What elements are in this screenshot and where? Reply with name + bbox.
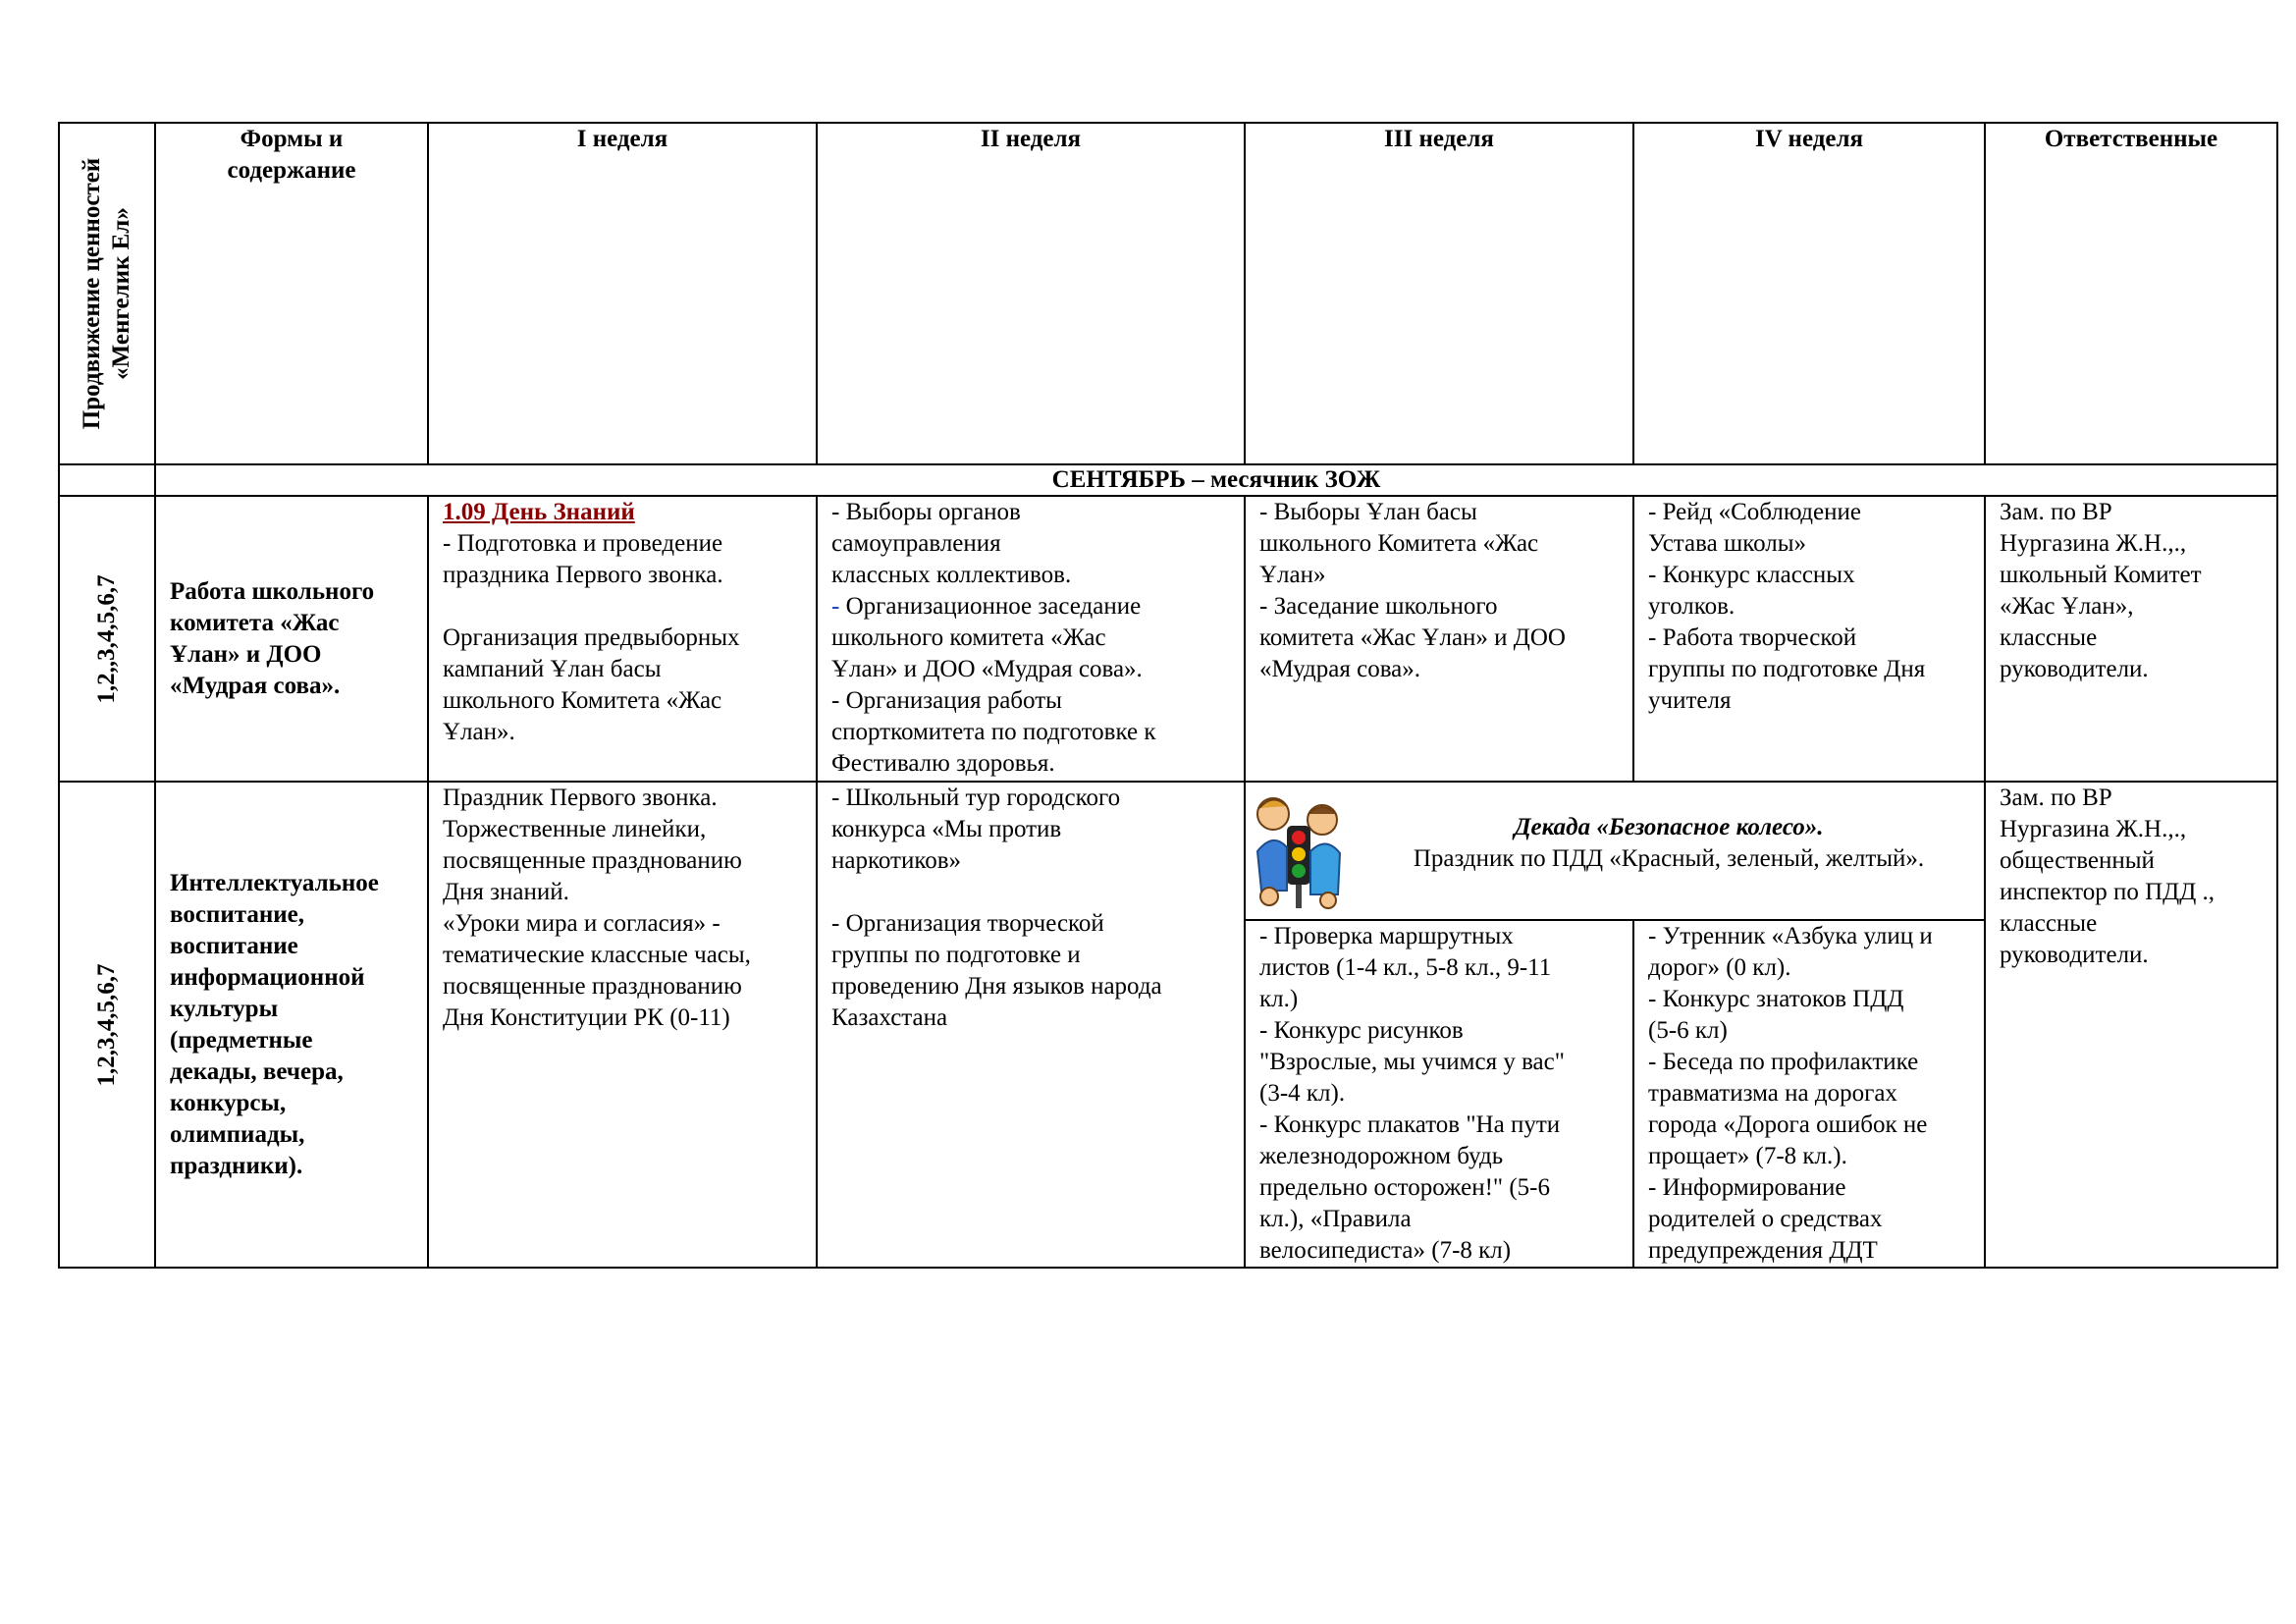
responsible-cell: Зам. по ВР Нургазина Ж.Н.,., общественный инспектор по ПДД ., классные руководители. [1985, 782, 2277, 1268]
table-row [59, 782, 2277, 1268]
traffic-light-clipart-icon [1254, 792, 1342, 912]
plan-table [58, 122, 2278, 1269]
decade-banner [1246, 783, 1984, 921]
week1-cell: Праздник Первого звонка. Торжественные линейки, посвященные празднованию Дня знаний. «Уроки мира и согласия» - тематические классные часы, посвященные празднованию Дня Конституции РК (0-11) [428, 782, 817, 1268]
week3-cell: - Выборы Ұлан басы школьного Комитета «Жас Ұлан» - Заседание школьного комитета «Жас Ұлан» и ДОО «Мудрая сова». [1245, 496, 1633, 782]
week1-header: I неделя [428, 123, 817, 464]
decade-subtitle: Праздник по ПДД «Красный, зеленый, желтый». [1413, 845, 1925, 872]
month-row-empty-cell [59, 464, 155, 496]
values-label: 1,2,3,4,5,6,7 [93, 963, 120, 1086]
week2-cell: - Школьный тур городского конкурса «Мы против наркотиков» - Организация творческой группы по подготовке и проведению Дня языков народа Казахстана [817, 782, 1245, 1268]
month-row [59, 464, 2277, 496]
week2-header: II неделя [817, 123, 1245, 464]
week3-cell: - Проверка маршрутных листов (1-4 кл., 5-8 кл., 9-11 кл.) - Конкурс рисунков "Взрослые, мы учимся у вас" (3-4 кл). - Конкурс плакатов "На пути железнодорожном будь предельно осторожен!" (5-6 кл.), «Правила велосипедиста» (7-8 кл) [1246, 921, 1634, 1267]
week1-cell: 1.09 День Знаний - Подготовка и проведение праздника Первого звонка. Организация предвыборных кампаний Ұлан басы школьного Комитета «Жас Ұлан». [428, 496, 817, 782]
week4-cell: - Рейд «Соблюдение Устава школы» - Конкурс классных уголков. - Работа творческой группы по подготовке Дня учителя [1633, 496, 1985, 782]
values-header-cell [59, 123, 155, 464]
values-header-label: Продвижение ценностей «Менгелик Ел» [79, 157, 134, 430]
values-label: 1,2,,3,4,5,6,7 [93, 573, 120, 704]
week3-header: III неделя [1245, 123, 1633, 464]
values-cell [59, 782, 155, 1268]
decade-heading [1363, 812, 1974, 875]
forms-header-cell: Формы и содержание [155, 123, 428, 464]
week2-cell: - Выборы органов самоуправления классных коллективов. - Организационное заседание школьного комитета «Жас Ұлан» и ДОО «Мудрая сова». - Организация работы спорткомитета по подготовке к Фестивалю здоровья. [817, 496, 1245, 782]
form-cell: Работа школьного комитета «Жас Ұлан» и ДОО «Мудрая сова». [155, 496, 428, 782]
decade-weeks [1246, 921, 1984, 1267]
form-cell: Интеллектуальное воспитание, воспитание информационной культуры (предметные декады, вечера, конкурсы, олимпиады, праздники). [155, 782, 428, 1268]
week4-header: IV неделя [1633, 123, 1985, 464]
week4-cell: - Утренник «Азбука улиц и дорог» (0 кл). - Конкурс знатоков ПДД (5-6 кл) - Беседа по профилактике травматизма на дорогах города «Дорога ошибок не прощает» (7-8 кл.). - Информирование родителей о средствах предупреждения ДДТ [1648, 923, 1933, 1264]
responsible-cell: Зам. по ВР Нургазина Ж.Н.,., школьный Комитет «Жас Ұлан», классные руководители. [1985, 496, 2277, 782]
table-row [59, 496, 2277, 782]
day-title: 1.09 День Знаний [443, 499, 635, 525]
responsible-header: Ответственные [1985, 123, 2277, 464]
header-row [59, 123, 2277, 464]
month-title: СЕНТЯБРЬ – месячник ЗОЖ [155, 464, 2277, 496]
decade-cell [1245, 782, 1985, 1268]
values-cell [59, 496, 155, 782]
decade-title: Декада «Безопасное колесо». [1514, 814, 1824, 840]
